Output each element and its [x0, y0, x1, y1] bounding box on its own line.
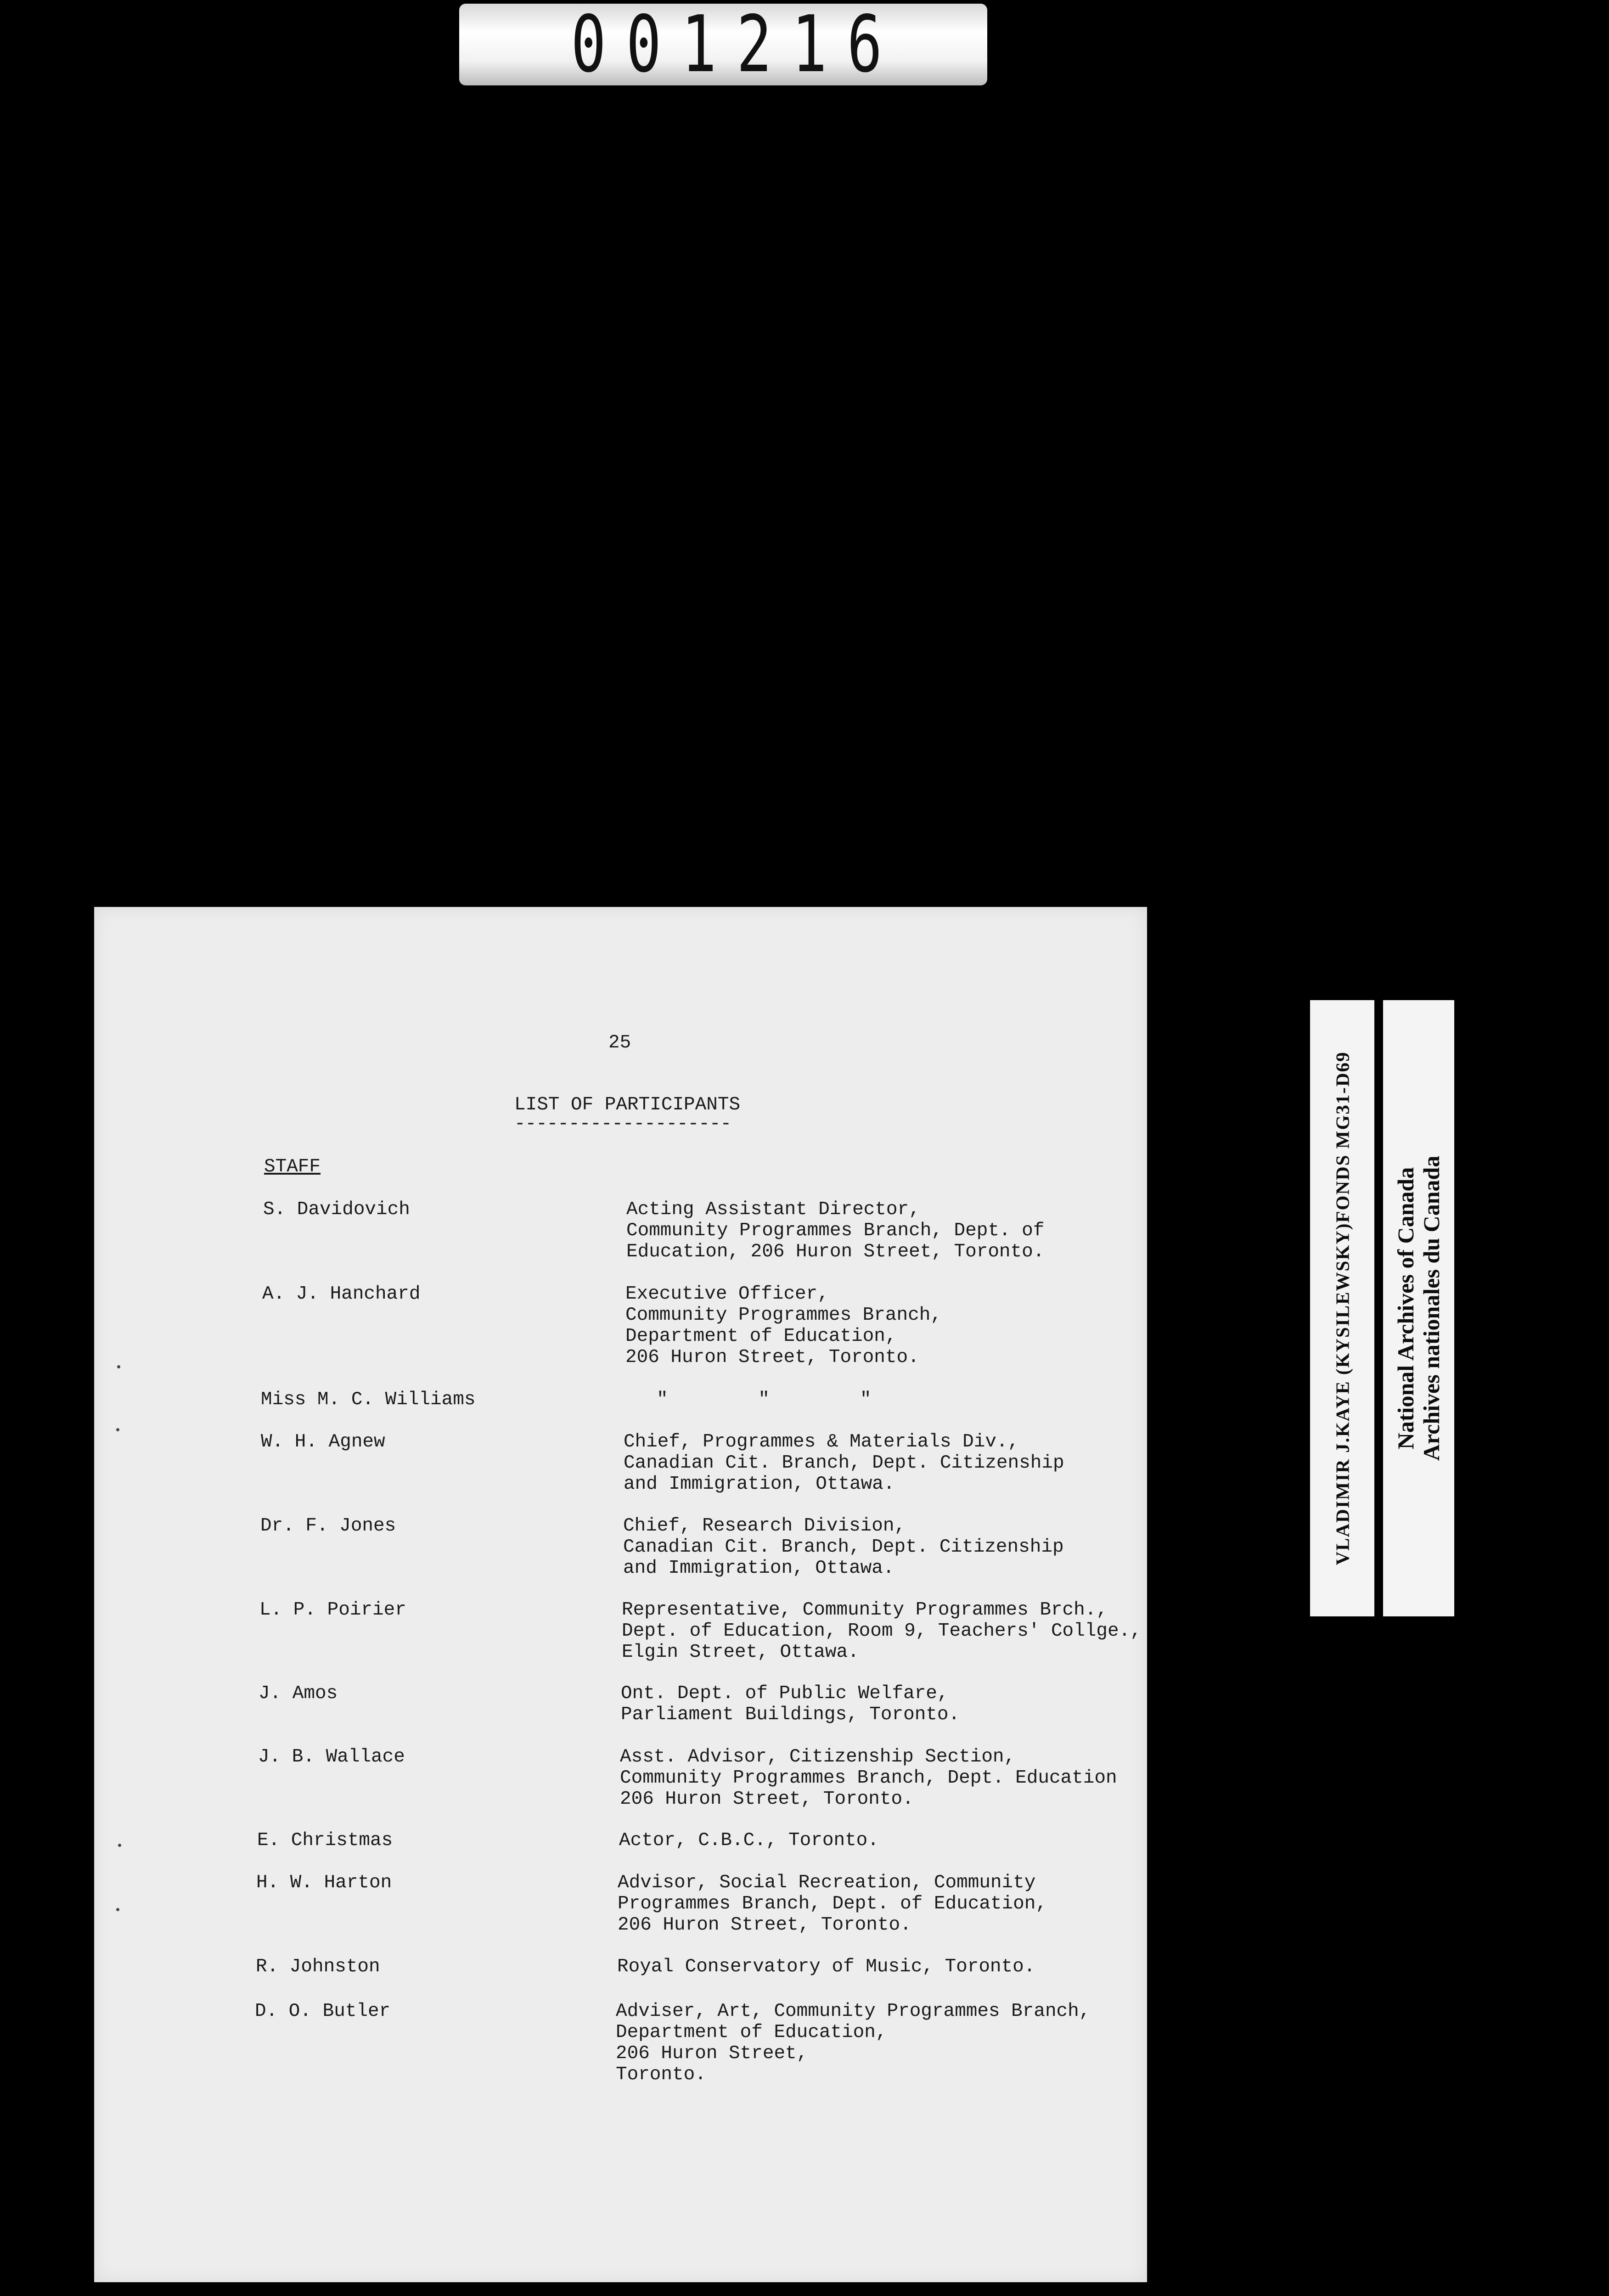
section-heading: STAFF	[264, 1156, 321, 1177]
participant-details: Adviser, Art, Community Programmes Branch, Department of Education, 206 Huron Street, Toronto.	[616, 2001, 1091, 2085]
participant-details: Acting Assistant Director, Community Programmes Branch, Dept. of Education, 206 Huron Street, Toronto.	[626, 1199, 1045, 1262]
participant-name: E. Christmas	[257, 1830, 393, 1851]
fonds-label-text: VLADIMIR J.KAYE (KYSILEWSKY)FONDS MG31-D69	[1332, 1051, 1353, 1565]
participant-name: J. Amos	[259, 1683, 338, 1704]
page-number: 25	[608, 1032, 631, 1053]
participant-name: R. Johnston	[256, 1956, 380, 1977]
archives-name-french: Archives nationales du Canada	[1418, 1155, 1445, 1461]
frame-number: 001216	[571, 0, 902, 90]
participant-details: Actor, C.B.C., Toronto.	[619, 1830, 879, 1851]
participant-name: Miss M. C. Williams	[261, 1389, 476, 1410]
participant-name: S. Davidovich	[263, 1199, 410, 1220]
archives-label-stack	[1393, 1156, 1445, 1461]
participant-name: W. H. Agnew	[261, 1431, 385, 1452]
participant-name: Dr. F. Jones	[260, 1515, 396, 1536]
document-page	[94, 907, 1147, 2282]
title-underline: --------------------	[514, 1114, 731, 1135]
archives-name-english: National Archives of Canada	[1393, 1167, 1419, 1450]
participant-details: Asst. Advisor, Citizenship Section, Community Programmes Branch, Dept. Education 206 Huron Street, Toronto.	[620, 1746, 1117, 1810]
fonds-label	[1310, 1000, 1374, 1616]
margin-speck	[117, 1365, 120, 1368]
frame-number-plate	[459, 0, 987, 90]
margin-speck	[116, 1428, 119, 1431]
participant-details: Chief, Programmes & Materials Div., Canadian Cit. Branch, Dept. Citizenship and Immigration, Ottawa.	[624, 1431, 1064, 1495]
participant-name: D. O. Butler	[255, 2001, 391, 2022]
margin-speck	[118, 1844, 121, 1847]
margin-speck	[116, 1908, 119, 1911]
archives-label	[1383, 1000, 1454, 1616]
participant-details: Executive Officer, Community Programmes Branch, Department of Education, 206 Huron Street, Toronto.	[625, 1283, 942, 1368]
participant-name: H. W. Harton	[256, 1872, 392, 1893]
participant-name: A. J. Hanchard	[262, 1283, 421, 1305]
participant-details: " " "	[657, 1389, 872, 1410]
participant-name: J. B. Wallace	[258, 1746, 405, 1767]
participant-details: Representative, Community Programmes Brch., Dept. of Education, Room 9, Teachers' Collge., Elgin Street, Ottawa.	[622, 1599, 1142, 1663]
participant-details: Royal Conservatory of Music, Toronto.	[617, 1956, 1035, 1977]
participant-details: Ont. Dept. of Public Welfare, Parliament Buildings, Toronto.	[621, 1683, 960, 1725]
participant-details: Chief, Research Division, Canadian Cit. Branch, Dept. Citizenship and Immigration, Ottawa.	[623, 1515, 1064, 1579]
document-title: LIST OF PARTICIPANTS	[514, 1094, 741, 1115]
participant-details: Advisor, Social Recreation, Community Programmes Branch, Dept. of Education, 206 Huron Street, Toronto.	[618, 1872, 1047, 1936]
participant-name: L. P. Poirier	[259, 1599, 406, 1621]
